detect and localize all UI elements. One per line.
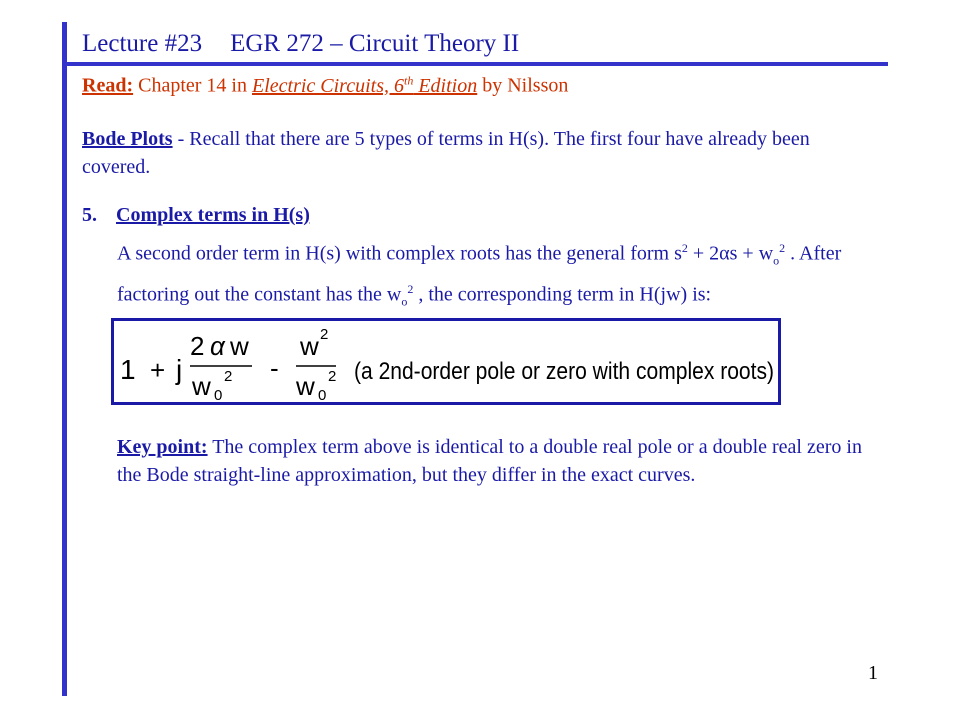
eq-num1-two: 2 xyxy=(190,331,205,361)
desc-text-2: + 2 xyxy=(687,242,720,265)
eq-den2-sup: 2 xyxy=(328,368,337,385)
equation-svg xyxy=(114,321,778,402)
desc-text-3: s + w xyxy=(729,242,774,265)
bode-plots-label: Bode Plots xyxy=(82,128,173,150)
eq-minus: - xyxy=(270,353,279,383)
reading-assignment xyxy=(82,73,568,98)
desc-text-4: . After factoring out the constant has the w xyxy=(117,242,842,306)
eq-num2-sup: 2 xyxy=(320,326,329,343)
eq-den1-w: w xyxy=(192,371,211,401)
equation-box xyxy=(111,318,781,405)
list-item-heading xyxy=(82,201,310,229)
read-label: Read: xyxy=(82,74,134,97)
list-item-number: 5. xyxy=(82,204,97,226)
left-border-bar xyxy=(62,22,67,696)
key-point-text: The complex term above is identical to a double real pole or a double real zero in the Bode straight-line approximation, but they differ in the exact curves. xyxy=(117,436,862,486)
eq-den1-sub: 0 xyxy=(214,387,223,404)
key-point-label: Key point: xyxy=(117,436,208,458)
desc-sub-2: o xyxy=(401,294,408,309)
book-title xyxy=(252,75,477,97)
eq-one: 1 xyxy=(120,354,136,385)
book-title-end: Edition xyxy=(413,74,478,97)
desc-sup-1: 2 xyxy=(681,241,688,255)
eq-num1-alpha: α xyxy=(210,331,225,361)
eq-den2-w: w xyxy=(296,371,315,401)
lecture-number: Lecture #23 xyxy=(82,30,203,57)
eq-j: j xyxy=(176,354,183,385)
eq-den2-sub: 0 xyxy=(318,387,327,404)
alpha-symbol: α xyxy=(719,242,730,265)
eq-num1-w: w xyxy=(230,331,249,361)
slide-title xyxy=(82,30,519,58)
desc-sub-1: o xyxy=(773,253,780,268)
read-pre-text: Chapter 14 in xyxy=(133,74,252,97)
book-title-main: Electric Circuits, 6 xyxy=(251,74,404,97)
list-item-label: Complex terms in H(s) xyxy=(116,204,310,226)
key-point-paragraph xyxy=(117,433,887,489)
eq-den1-sup: 2 xyxy=(224,368,233,385)
course-name: EGR 272 – Circuit Theory II xyxy=(230,30,520,57)
desc-text-1: A second order term in H(s) with complex roots has the general form s xyxy=(117,242,682,265)
eq-plus: + xyxy=(150,355,166,385)
desc-text-5: , the corresponding term in H(jw) is: xyxy=(413,283,712,306)
desc-sup-3: 2 xyxy=(407,281,414,296)
page-number: 1 xyxy=(868,662,878,684)
desc-sup-2: 2 xyxy=(779,241,786,255)
bode-plots-paragraph xyxy=(82,125,862,181)
book-title-sup: th xyxy=(404,73,414,87)
bode-plots-text: - Recall that there are 5 types of terms in H(s). The first four have already been covered. xyxy=(82,128,810,178)
eq-note: (a 2nd-order pole or zero with complex roots) xyxy=(354,358,774,385)
complex-term-description xyxy=(117,234,887,315)
read-post-text: by Nilsson xyxy=(477,74,569,97)
title-underline-bar xyxy=(62,62,888,66)
eq-num2-w: w xyxy=(300,331,319,361)
